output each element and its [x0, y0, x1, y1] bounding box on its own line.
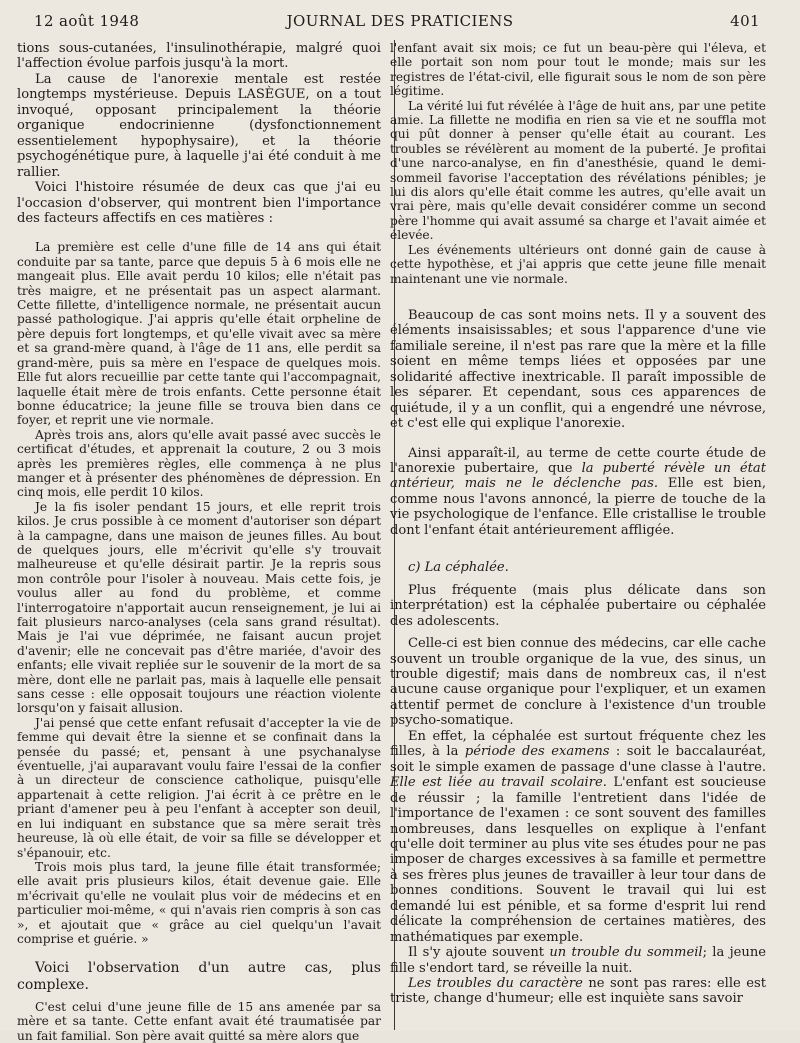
case-paragraph: La première est celle d'une fille de 14 ans qui était conduite par sa tante, parce que depuis 5 à 6 mois elle ne mangeait plus. Elle avait perdu 10 kilos; elle n'était pas très maigre, et ne présentait pas un aspect alarmant. Cette fillette, d'intelligence normale, ne présentait aucun passé pathologique. J'ai appris qu'elle était orpheline de père depuis fort longtemps, et qu'elle vivait avec sa mère et sa grand-mère quand, à l'âge de 11 ans, elle perdit sa grand-mère, puis sa mère en l'espace de quelques mois. Elle fut alors recueillie par cette tante qui l'accompagnait, laquelle était mère de trois enfants. Cette personne était bonne éducatrice; la jeune fille se trouva bien dans ce foyer, et reprit une vie normale. [17, 240, 381, 428]
text-run: Ainsi apparaît-il, au terme de cette courte étude de l'anorexie pubertaire, que [390, 445, 766, 476]
text-run: Il s'y ajoute souvent [408, 945, 550, 961]
page-number: 401 [730, 12, 760, 30]
text-run: L'enfant est soucieuse de réussir ; la famille l'entretient dans l'idée de l'importance de l'examen : ce sont souvent des familles nombreuses, dans lesquelles on explique à l'enfant qu'elle doit terminer au plus vite ses études pour ne pas imposer de charges excessives à sa famille et permettre à ses frères plus jeunes de travailler à leur tour dans de bonnes conditions. Souvent le travail qui lui est demandé lui est pénible, et sa forme d'esprit lui rend délicate la compréhension de certaines matières, des mathématiques par exemple. [390, 775, 767, 945]
case-paragraph: La vérité lui fut révélée à l'âge de huit ans, par une petite amie. La fillette ne modifia en rien sa vie et ne souffla mot qui pût donner à penser qu'elle était au courant. Les troubles se révélèrent au moment de la puberté. Je profitai d'une narco-analyse, en fin d'anesthésie, quand le demi-sommeil favorise l'acceptation des révélations pénibles; je lui dis alors qu'elle était comme les autres, qu'elle avait un vrai père, mais qu'elle devait considérer comme un second père l'homme qui avait assumé sa charge et l'avait aimée et élevée. [390, 98, 766, 243]
right-column [390, 41, 766, 1031]
text-run: ne sont pas rares: elle est triste, change d'humeur; elle est inquiète sans savoir [390, 976, 766, 1007]
case-paragraph: Je la fis isoler pendant 15 jours, et elle reprit trois kilos. Je crus possible à ce moment d'autoriser son départ à la campagne, dans une maison de jeunes filles. Au bout de quelques jours, elle m'écrivit qu'elle s'y trouvait malheureuse et qu'elle désirait partir. Je la repris sous mon contrôle pour l'isoler à nouveau. Mais cette fois, je voulus aller au fond du problème, et comme l'interrogatoire n'apportait aucun renseignement, je lui ai fait plusieurs narco-analyses (cela sans grand résultat). Mais je l'ai vue déprimée, ne faisant aucun projet d'avenir; elle ne concevait pas d'être mariée, d'avoir des enfants; elle vivait repliée sur le souvenir de la mort de sa mère, dont elle ne parlait pas, mais à laquelle elle pensait sans cesse : elle opposait toujours une réaction violente lorsqu'on y faisait allusion. [17, 499, 381, 716]
emphasis: un trouble du sommeil [549, 945, 703, 961]
text-run: Elle est bien, comme nous l'avons annoncé, la pierre de touche de la vie psychologique de l'enfance. Elle cristallise le trouble dont l'enfant était antérieurement affligée. [390, 476, 767, 538]
journal-title: JOURNAL DES PRATICIENS [286, 12, 514, 30]
text-run: : soit le baccalauréat, soit le simple examen de passage d'une classe à l'autre. [390, 744, 766, 775]
emphasis: Elle est liée au travail scolaire. [390, 775, 607, 791]
paragraph: tions sous-cutanées, l'insulinothérapie, malgré quoi l'affection évolue parfois jusqu'à la mort. [17, 41, 381, 72]
conclusion-paragraph [390, 446, 766, 539]
paragraph: Beaucoup de cas sont moins nets. Il y a souvent des éléments insaisissables; et sous l'apparence d'une vie familiale sereine, il n'est pas rare que la mère et la fille soient en même temps liées et opposées par une solidarité affective inextricable. Il paraît impossible de les séparer. Et cependant, sous ces apparences de quiétude, il y a un conflit, qui a engendré une névrose, et c'est elle qui explique l'anorexie. [390, 307, 766, 432]
emphasis: la puberté révèle un état antérieur, mais ne le déclenche pas. [390, 460, 766, 492]
case-paragraph: Après trois ans, alors qu'elle avait passé avec succès le certificat d'études, et apprenait la couture, 2 ou 3 mois après les premières règles, elle commença à ne plus manger et à présenter des phénomènes de dépression. En cinq mois, elle perdit 10 kilos. [17, 427, 381, 500]
paragraph [390, 945, 766, 976]
paragraph [390, 729, 766, 945]
issue-date: 12 août 1948 [34, 12, 140, 30]
case-paragraph: Les événements ultérieurs ont donné gain de cause à cette hypothèse, et j'ai appris que cette jeune fille menait maintenant une vie normale. [390, 242, 766, 286]
section-heading: c) La céphalée. [408, 560, 509, 576]
text-run: En effet, la céphalée est surtout fréquente chez les filles, à la [390, 728, 766, 760]
paragraph: Voici l'observation d'un autre cas, plus complexe. [17, 960, 381, 993]
emphasis: Les troubles du caractère [408, 976, 583, 992]
case-paragraph: l'enfant avait six mois; ce fut un beau-père qui l'éleva, et elle portait son nom pour tout le monde; mais sur les registres de l'état-civil, elle figurait sous le nom de son père légitime. [390, 41, 766, 99]
paragraph: La cause de l'anorexie mentale est restée longtemps mystérieuse. Depuis LASÈGUE, on a tout invoqué, opposant principalement la théorie organique endocrinienne (dysfonctionnement essentielement hypophysaire), et la théorie psychogénétique pure, à laquelle j'ai été conduit à me rallier. [17, 71, 381, 180]
case-paragraph: Trois mois plus tard, la jeune fille était transformée; elle avait pris plusieurs kilos, était devenue gaie. Elle m'écrivait qu'elle ne voulait plus voir de médecins et en particulier moi-même, « qui n'avais rien compris à son cas », et ajoutait que « grâce au ciel quelqu'un l'avait comprise et guérie. » [17, 859, 381, 946]
running-header [0, 0, 800, 32]
case-paragraph: J'ai pensé que cette enfant refusait d'accepter la vie de femme qui devait être la sienne et se confinait dans la pensée du passé; et, pensant à une psychanalyse éventuelle, j'ai auparavant voulu faire l'essai de la confier à un directeur de conscience catholique, puisqu'elle appartenait à cette religion. J'ai écrit à ce prêtre en le priant d'amener peu à peu l'enfant à accepter son deuil, en lui indiquant en substance que sa mère serait très heureuse, là où elle était, de voir sa fille se développer et s'épanouir, etc. [17, 715, 381, 860]
left-column [17, 41, 381, 1043]
paragraph: Plus fréquente (mais plus délicate dans son interprétation) est la céphalée pubertaire ou céphalée des adolescents. [390, 582, 766, 629]
emphasis: période des examens [464, 744, 610, 760]
paragraph: Voici l'histoire résumée de deux cas que j'ai eu l'occasion d'observer, qui montrent bien l'importance des facteurs affectifs en ces matières : [17, 180, 381, 226]
case-paragraph: C'est celui d'une jeune fille de 15 ans amenée par sa mère et sa tante. Cette enfant avait été traumatisée par un fait familial. Son père avait quitté sa mère alors que [17, 999, 381, 1043]
paragraph: Celle-ci est bien connue des médecins, car elle cache souvent un trouble organique de la vue, des sinus, un trouble digestif; mais dans de nombreux cas, il n'est aucune cause organique pour l'expliquer, et un examen attentif permet de conclure à l'existence d'un trouble psycho-somatique. [390, 636, 766, 729]
text-run: ; la jeune fille s'endort tard, se réveille la nuit. [390, 945, 767, 976]
paragraph [390, 976, 766, 1007]
